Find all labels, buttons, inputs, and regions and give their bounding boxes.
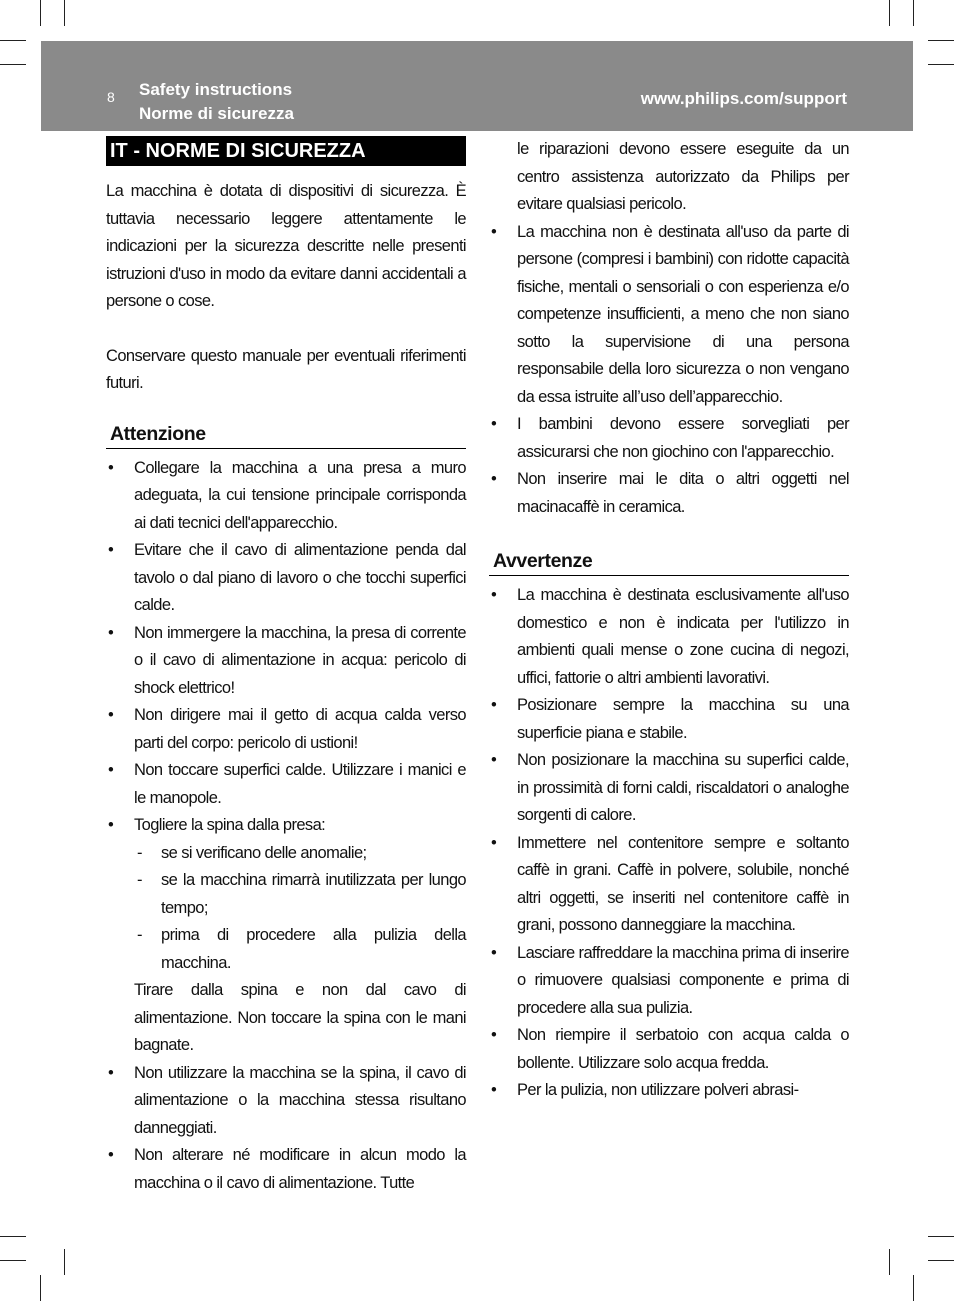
list-item: • Lasciare raffreddare la macchina prima di inserire o rimuovere qualsiasi componente e prima di procedere alla sua pulizia.	[489, 940, 849, 1023]
crop-mark	[0, 40, 26, 41]
list-item: • Non toccare superfici calde. Utilizzare i manici e le manopole.	[106, 757, 466, 812]
list-item: • I bambini devono essere sorvegliati per assicurarsi che non giochino con l'apparecchio.	[489, 411, 849, 466]
avvertenze-list	[489, 582, 849, 1105]
support-url: www.philips.com/support	[640, 89, 847, 108]
list-item: • Non inserire mai le dita o altri oggetti nel macinacaffè in ceramica.	[489, 466, 849, 521]
crop-mark	[928, 40, 954, 41]
crop-mark	[913, 0, 914, 26]
header-title-it: Norme di sicurezza	[139, 104, 294, 123]
list-item: • Posizionare sempre la macchina su una superficie piana e stabile.	[489, 692, 849, 747]
right-column	[489, 136, 849, 1105]
header-title-en: Safety instructions	[139, 80, 293, 99]
list-item	[106, 812, 466, 1060]
page-number: 8	[107, 89, 115, 105]
list-item: • Non riempire il serbatoio con acqua calda o bollente. Utilizzare solo acqua fredda.	[489, 1022, 849, 1077]
list-item: • Non posizionare la macchina su superfici calde, in prossimità di forni caldi, riscaldatori o analoghe sorgenti di calore.	[489, 747, 849, 830]
sub-list-item: - se la macchina rimarrà inutilizzata per lungo tempo;	[134, 867, 466, 922]
list-item: • Non alterare né modificare in alcun modo la macchina o il cavo di alimentazione. Tutte	[106, 1142, 466, 1197]
list-item: • Non dirigere mai il getto di acqua calda verso parti del corpo: pericolo di ustioni!	[106, 702, 466, 757]
list-item: • Collegare la macchina a una presa a muro adeguata, la cui tensione principale corrisponda ai dati tecnici dell'apparecchio.	[106, 455, 466, 538]
crop-mark	[0, 1236, 26, 1237]
list-item: • Non immergere la macchina, la presa di corrente o il cavo di alimentazione in acqua: pericolo di shock elettrico!	[106, 620, 466, 703]
avvertenze-heading: Avvertenze	[489, 547, 849, 576]
list-item: • Per la pulizia, non utilizzare polveri abrasi-	[489, 1077, 849, 1105]
crop-mark	[40, 0, 41, 26]
crop-mark	[928, 64, 954, 65]
list-item-continuation	[489, 136, 849, 219]
crop-mark	[40, 1275, 41, 1301]
crop-mark	[889, 1249, 890, 1275]
continuation-text: le riparazioni devono essere eseguite da un centro assistenza autorizzato da Philips per evitare qualsiasi pericolo.	[517, 140, 849, 213]
attenzione-list	[106, 455, 466, 1198]
intro-paragraph: Conservare questo manuale per eventuali riferimenti futuri.	[106, 346, 466, 392]
list-item: • La macchina non è destinata all'uso da parte di persone (compresi i bambini) con ridotte capacità fisiche, mentali o sensoriali o con esperienza e/o competenze insufficienti, a meno che non siano sotto la supervisione di una persona responsabile della loro sicurezza o non vengano da essa istruite all’uso dell’apparecchio.	[489, 219, 849, 412]
attenzione-heading: Attenzione	[106, 420, 466, 449]
crop-mark	[64, 1249, 65, 1275]
list-item: • Evitare che il cavo di alimentazione penda dal tavolo o dal piano di lavoro o che tocchi superfici calde.	[106, 537, 466, 620]
section-heading: IT - NORME DI SICUREZZA	[106, 136, 466, 166]
header-titles	[139, 78, 294, 126]
sub-list	[134, 840, 466, 978]
safety-list	[489, 219, 849, 522]
crop-mark	[928, 1260, 954, 1261]
list-item: • La macchina è destinata esclusivamente all'uso domestico e non è indicata per l'utilizzo in ambienti quali mense o zone cucina di negozi, uffici, fattorie o altri ambienti lavorativi.	[489, 582, 849, 692]
crop-mark	[913, 1275, 914, 1301]
continued-list	[489, 136, 849, 219]
left-column	[106, 136, 466, 1197]
list-item-text: Togliere la spina dalla presa:	[134, 816, 326, 834]
crop-mark	[64, 0, 65, 26]
page-header	[41, 41, 913, 131]
sub-list-note: Tirare dalla spina e non dal cavo di alimentazione. Non toccare la spina con le mani bagnate.	[134, 981, 466, 1054]
crop-mark	[889, 0, 890, 26]
crop-mark	[0, 1260, 26, 1261]
crop-mark	[928, 1236, 954, 1237]
list-item: • Immettere nel contenitore sempre e soltanto caffè in grani. Caffè in polvere, solubile, nonché altri oggetti, se inseriti nel contenitore caffè in grani, possono danneggiare la macchina.	[489, 830, 849, 940]
sub-list-item: - se si verificano delle anomalie;	[134, 840, 466, 868]
crop-mark	[0, 64, 26, 65]
sub-list-item: - prima di procedere alla pulizia della macchina.	[134, 922, 466, 977]
list-item: • Non utilizzare la macchina se la spina, il cavo di alimentazione o la macchina stessa risultano danneggiati.	[106, 1060, 466, 1143]
intro-paragraph: La macchina è dotata di dispositivi di sicurezza. È tuttavia necessario leggere attentamente le indicazioni per la sicurezza descritte nelle presenti istruzioni d'uso in modo da evitare danni accidentali a persone o cose.	[106, 182, 466, 310]
